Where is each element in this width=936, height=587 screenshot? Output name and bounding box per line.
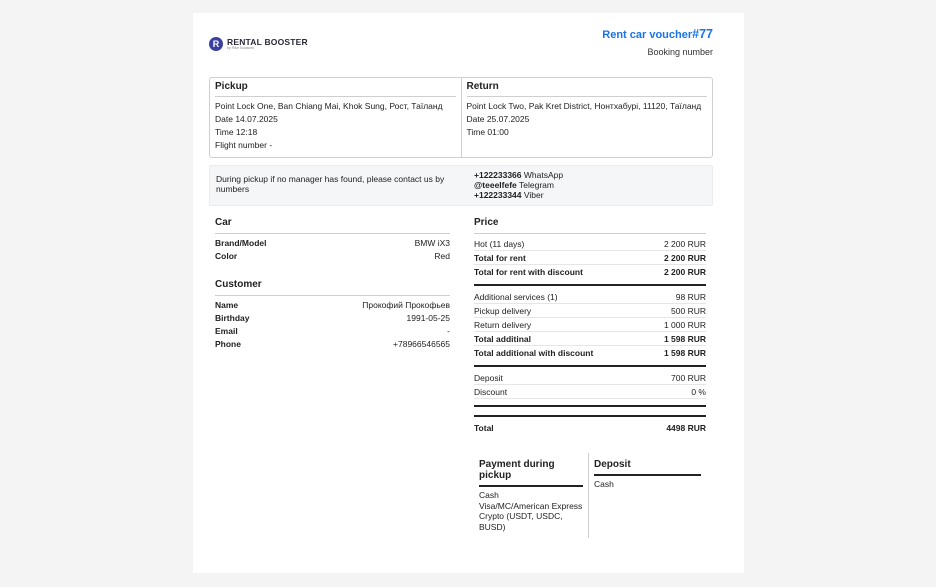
customer-title: Customer <box>215 279 450 296</box>
return-section <box>461 78 713 157</box>
price-row: Additional services (1) 98 RUR <box>474 292 706 302</box>
pickup-address: Point Lock One, Ban Chiang Mai, Khok Sung, Рост, Таїланд <box>215 101 443 111</box>
price-divider <box>474 284 706 286</box>
pickup-time: Time 12:18 <box>215 127 258 137</box>
payment-method: Visa/MC/American Express <box>479 500 583 511</box>
pickup-section <box>210 78 461 157</box>
deposit-title: Deposit <box>594 459 701 476</box>
deposit-payment <box>589 453 706 538</box>
customer-row: Email - <box>215 326 450 336</box>
price-row: Total additinal 1 598 RUR <box>474 334 706 344</box>
payment-title: Payment during pickup <box>479 459 583 487</box>
customer-row: Phone +78966546565 <box>215 339 450 349</box>
payment-method: Cash <box>479 490 499 500</box>
car-row: Color Red <box>215 251 450 261</box>
pickup-return-box <box>209 77 713 158</box>
brand-logo-icon: R <box>209 37 223 51</box>
pickup-title: Pickup <box>215 81 456 97</box>
price-row: Deposit 700 RUR <box>474 373 706 383</box>
price-divider <box>474 365 706 367</box>
return-title: Return <box>467 81 708 97</box>
customer-row: Name Прокофий Прокофьев <box>215 300 450 310</box>
brand-name: RENTAL BOOSTER <box>227 36 308 47</box>
deposit-method: Cash <box>594 479 614 489</box>
return-address: Point Lock Two, Pak Kret District, Нонтхабурі, 11120, Таїланд <box>466 101 702 111</box>
pickup-flight: Flight number - <box>215 140 273 150</box>
price-title: Price <box>474 217 706 234</box>
pickup-date: Date 14.07.2025 <box>215 114 278 124</box>
contact-note: During pickup if no manager has found, please contact us by numbers <box>216 174 445 194</box>
contact-box <box>209 165 713 206</box>
payment-method: Crypto (USDT, USDC, <box>479 511 563 521</box>
brand-subtitle: by Rike Solutions <box>227 46 255 50</box>
voucher-header <box>602 27 713 57</box>
car-title: Car <box>215 217 450 234</box>
payment-box <box>474 453 706 538</box>
payment-method: BUSD) <box>479 521 506 532</box>
contact-viber[interactable]: +122233344 Viber <box>474 190 544 200</box>
payment-during-pickup <box>474 453 589 538</box>
price-divider <box>474 405 706 407</box>
price-row: Hot (11 days) 2 200 RUR <box>474 239 706 249</box>
price-row: Total for rent 2 200 RUR <box>474 253 706 263</box>
customer-row: Birthday 1991-05-25 <box>215 313 450 323</box>
voucher-subtitle: Booking number <box>647 47 713 57</box>
price-row: Return delivery 1 000 RUR <box>474 320 706 330</box>
price-divider <box>474 415 706 417</box>
return-time: Time 01:00 <box>466 127 509 137</box>
car-row: Brand/Model BMW iX3 <box>215 238 450 248</box>
voucher-sheet <box>193 13 744 573</box>
price-row: Pickup delivery 500 RUR <box>474 306 706 316</box>
return-date: Date 25.07.2025 <box>466 114 530 124</box>
contact-whatsapp[interactable]: +122233366 WhatsApp <box>474 170 564 180</box>
brand-logo <box>209 37 308 51</box>
voucher-number: #77 <box>692 27 713 41</box>
price-column <box>474 217 706 435</box>
contact-telegram[interactable]: @teeelfefe Telegram <box>474 180 554 190</box>
contact-list <box>474 170 563 200</box>
voucher-title: Rent car voucher#77 <box>602 27 713 41</box>
price-total: Total 4498 RUR <box>474 423 706 433</box>
left-column <box>215 217 450 351</box>
price-row: Discount 0 % <box>474 387 706 397</box>
price-row: Total for rent with discount 2 200 RUR <box>474 267 706 277</box>
price-row: Total additional with discount 1 598 RUR <box>474 348 706 358</box>
